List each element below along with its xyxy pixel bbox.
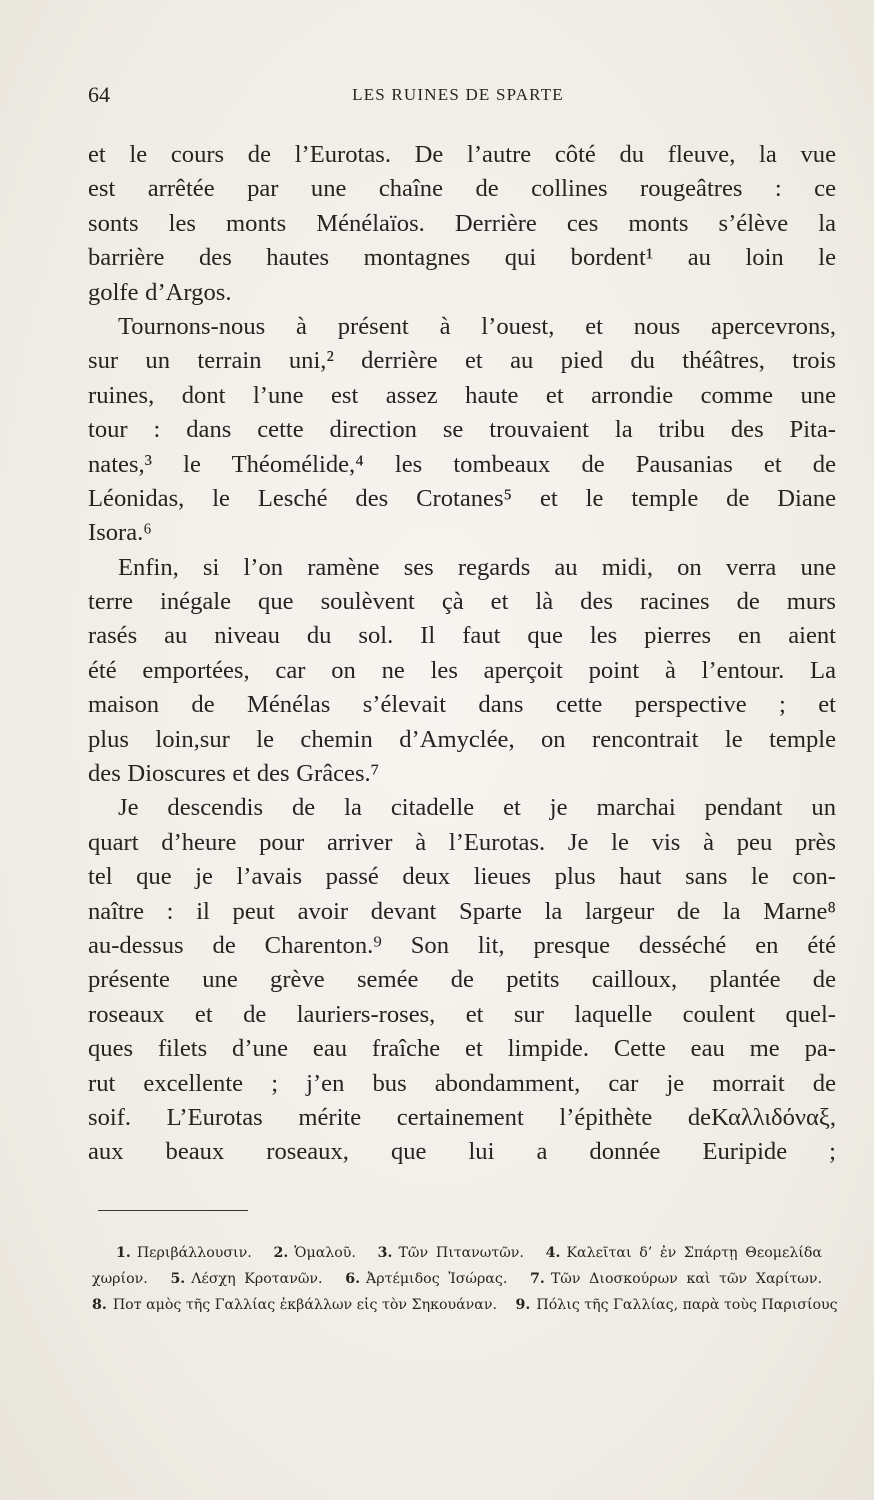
text-line: rut excellente ; j’en bus abondamment, car je morrait de <box>88 1069 836 1097</box>
paragraph-1 <box>88 138 836 310</box>
text-line: est arrêtée par une chaîne de collines rougeâtres : ce <box>88 175 836 203</box>
text-line: au-dessus de Charenton.⁹ Son lit, presque desséché en été <box>88 931 836 959</box>
footnote-line-3 <box>92 1292 836 1318</box>
text-line: Tournons-nous à présent à l’ouest, et nous apercevrons, <box>118 312 836 340</box>
text-line: Isora.⁶ <box>88 519 152 547</box>
footnote-9: 9. Πόλις τῆς Γαλλίας, παρὰ τοὺς Παρισίους <box>515 1297 838 1313</box>
text-line: soif. L’Eurotas mérite certainement l’épithète deΚαλλιδόναξ, <box>88 1103 836 1131</box>
text-line: tour : dans cette direction se trouvaient la tribu des Pita- <box>88 416 836 444</box>
footnote-line-2 <box>92 1266 836 1292</box>
text-line: golfe d’Argos. <box>88 278 232 306</box>
footnote-5: 5. Λέσχη Κροτανῶν. <box>170 1271 323 1287</box>
text-line: nates,³ le Théomélide,⁴ les tombeaux de Pausanias et de <box>88 450 836 478</box>
footnote-4: 4. Καλεῖται δ’ ἐν Σπάρτῃ Θεομελίδα <box>545 1245 822 1261</box>
text-line: ruines, dont l’une est assez haute et arrondie comme une <box>88 381 836 409</box>
text-line: été emportées, car on ne les aperçoit point à l’entour. La <box>88 656 836 684</box>
text-line: naître : il peut avoir devant Sparte la largeur de la Marne⁸ <box>88 897 836 925</box>
text-line: présente une grève semée de petits cailloux, plantée de <box>88 966 836 994</box>
text-line: aux beaux roseaux, que lui a donnée Euripide ; <box>88 1138 836 1166</box>
text-line: quart d’heure pour arriver à l’Eurotas. Je le vis à peu près <box>88 828 836 856</box>
text-line: sonts les monts Ménélaïos. Derrière ces monts s’élève la <box>88 209 836 237</box>
page-number: 64 <box>88 82 110 107</box>
paragraph-4 <box>88 791 836 1169</box>
text-line: maison de Ménélas s’élevait dans cette perspective ; et <box>88 691 836 719</box>
text-line: terre inégale que soulèvent çà et là des racines de murs <box>88 588 836 616</box>
paragraph-2 <box>88 310 836 551</box>
footnote-1: 1. Περιβάλλουσιν. <box>116 1245 252 1261</box>
text-line: roseaux et de lauriers-roses, et sur laquelle coulent quel- <box>88 1000 836 1028</box>
text-line: des Dioscures et des Grâces.⁷ <box>88 760 380 788</box>
text-line: Enfin, si l’on ramène ses regards au midi, on verra une <box>118 553 836 581</box>
body-text <box>88 138 836 1170</box>
footnote-3: 3. Τῶν Πιτανωτῶν. <box>377 1245 524 1261</box>
running-title: LES RUINES DE SPARTE <box>352 85 564 104</box>
text-line: ques filets d’une eau fraîche et limpide. Cette eau me pa- <box>88 1035 836 1063</box>
footnote-7: 7. Τῶν Διοσκούρων καὶ τῶν Χαρίτων. <box>530 1271 822 1287</box>
footnotes <box>92 1240 838 1318</box>
footnote-2: 2. Ὁμαλοῦ. <box>273 1245 356 1261</box>
text-line: Je descendis de la citadelle et je marchai pendant un <box>118 794 836 822</box>
footnote-4-cont: χωρίον. <box>92 1271 148 1287</box>
text-line: Léonidas, le Lesché des Crotanes⁵ et le temple de Diane <box>88 484 836 512</box>
text-line: barrière des hautes montagnes qui bordent¹ au loin le <box>88 244 836 272</box>
footnote-line-1 <box>116 1240 836 1266</box>
footnote-divider <box>98 1210 248 1211</box>
paragraph-3 <box>88 551 836 792</box>
text-line: rasés au niveau du sol. Il faut que les pierres en aient <box>88 622 836 650</box>
page-header <box>88 82 828 108</box>
footnote-6: 6. Ἀρτέμιδος Ἰσώρας. <box>345 1271 508 1287</box>
text-line: plus loin,sur le chemin d’Amyclée, on rencontrait le temple <box>88 725 836 753</box>
text-line: et le cours de l’Eurotas. De l’autre côté du fleuve, la vue <box>88 141 836 168</box>
text-line: tel que je l’avais passé deux lieues plus haut sans le con- <box>88 863 836 891</box>
footnote-8: 8. Пот αμὸς τῆς Γαλλίας ἐκβάλλων εἰς τὸν Σηκουάναν. <box>92 1297 498 1313</box>
text-line: sur un terrain uni,² derrière et au pied du théâtres, trois <box>88 347 836 375</box>
